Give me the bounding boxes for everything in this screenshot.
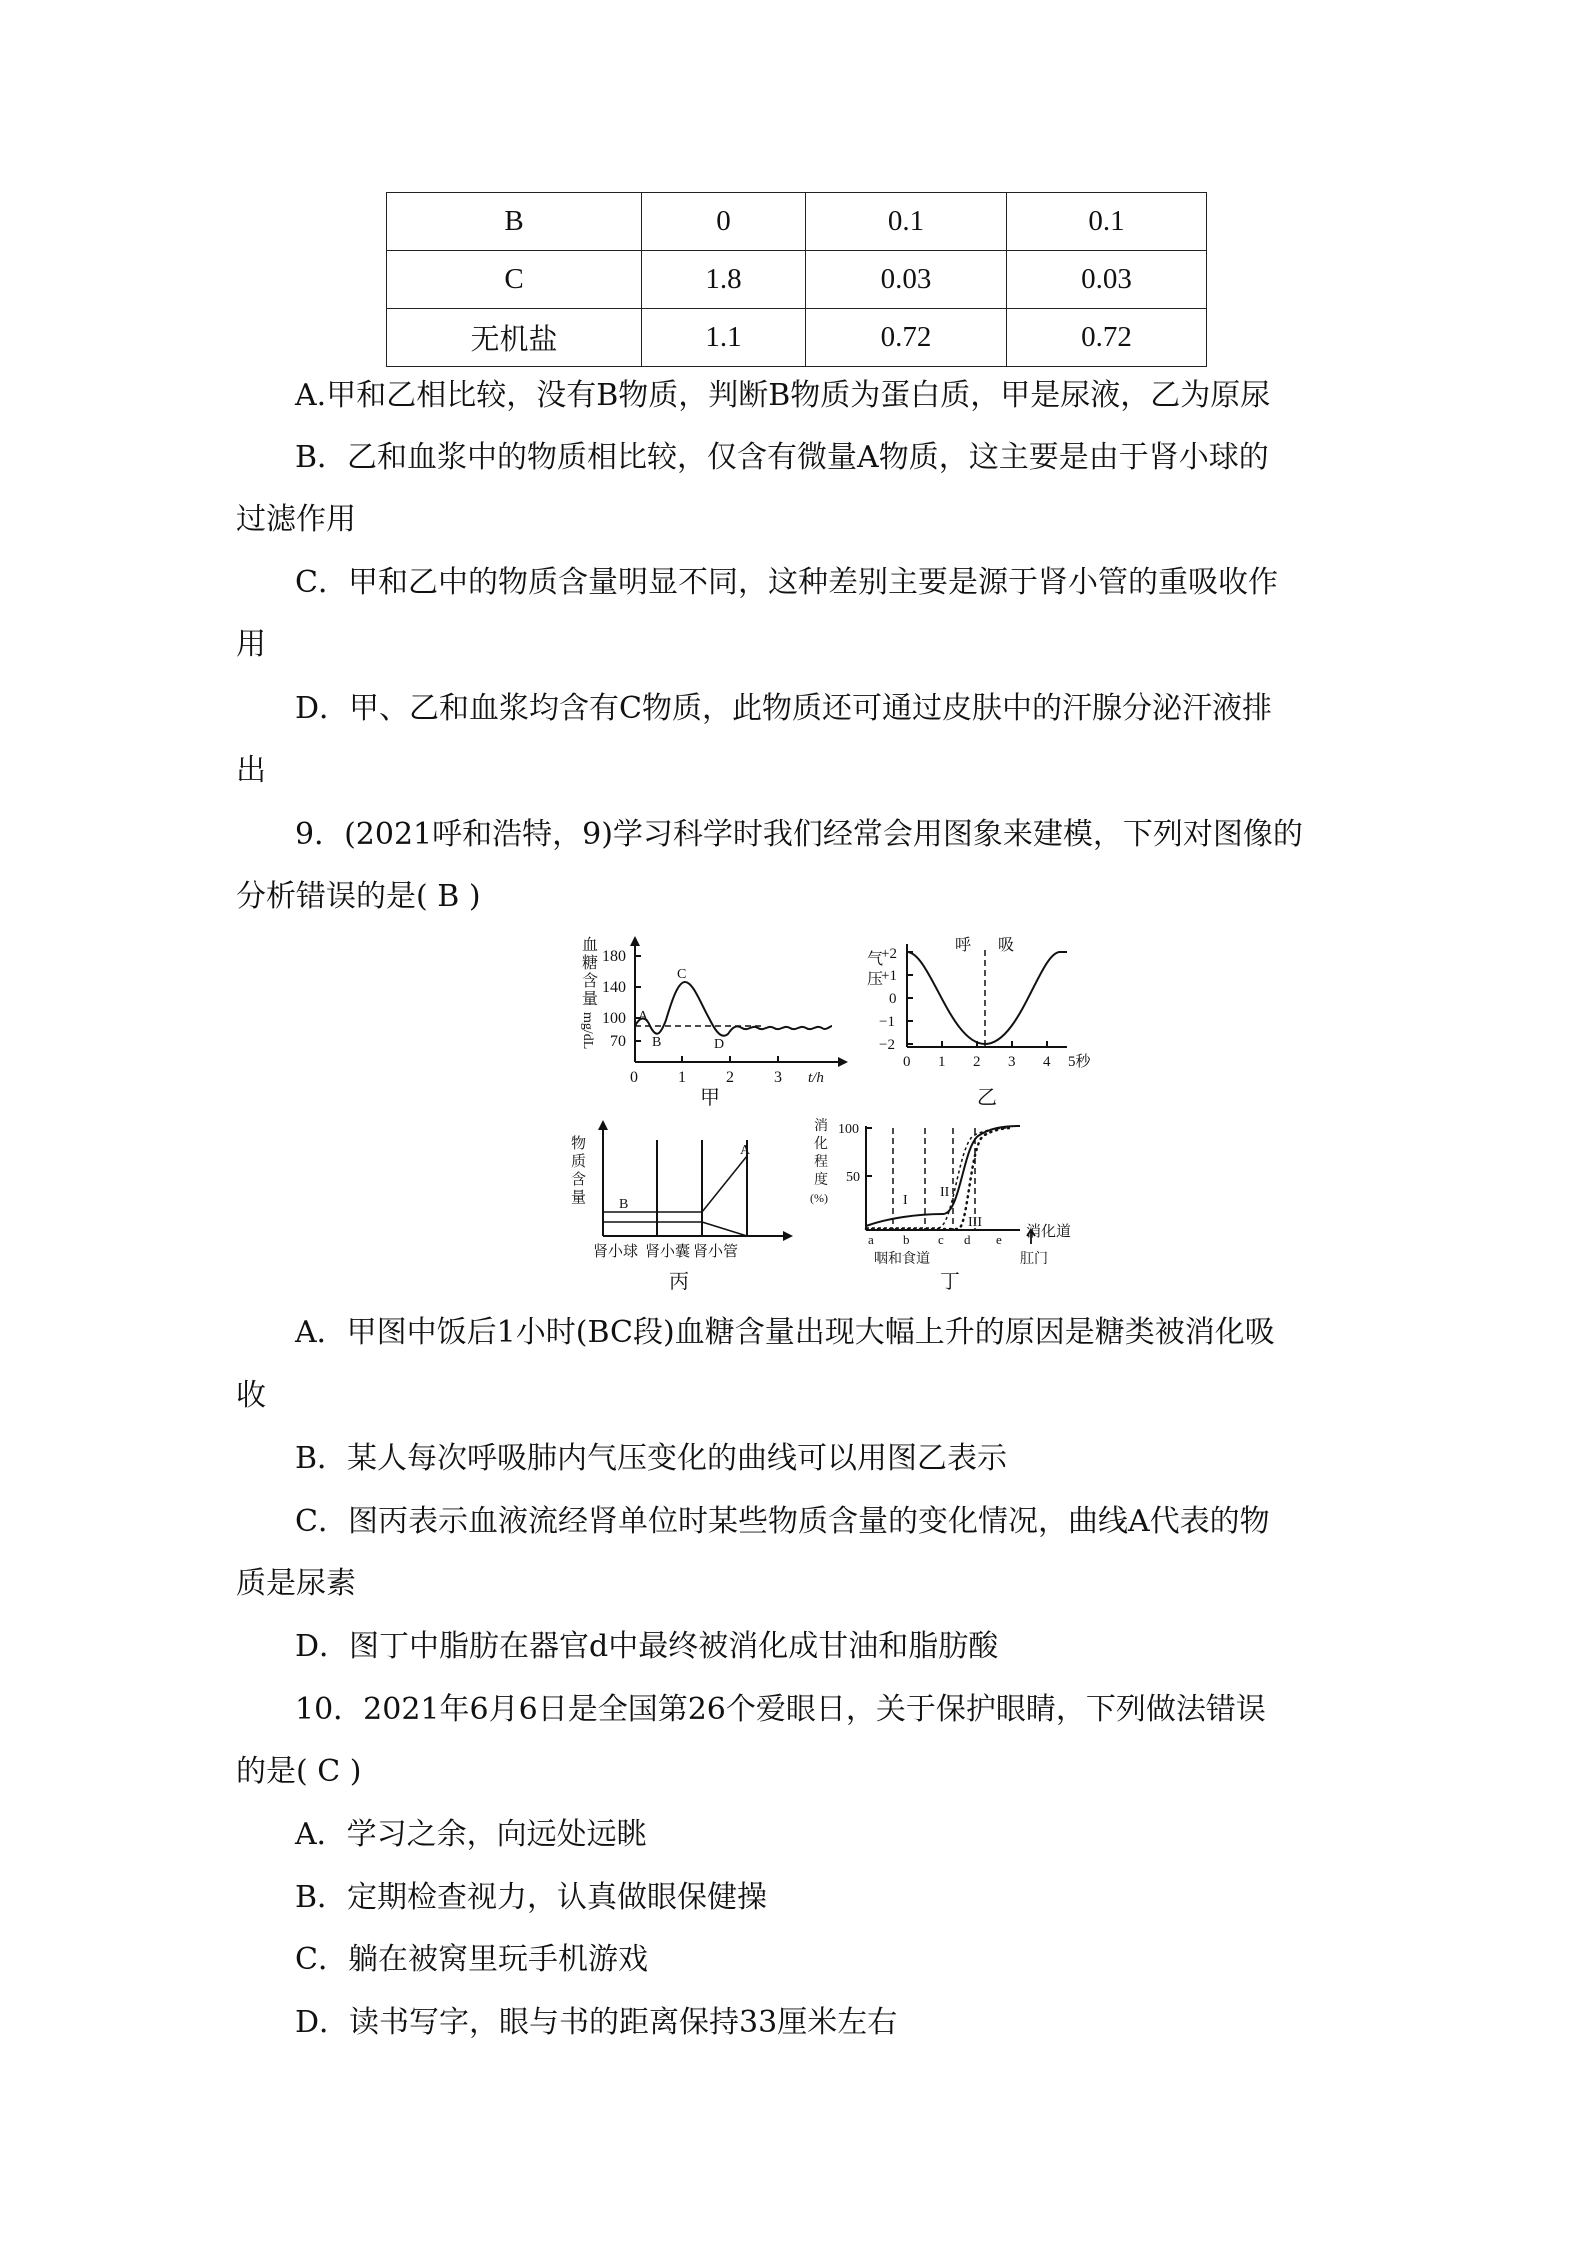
bing-xlabel-3: 肾小管 xyxy=(693,1244,739,1260)
table-cell: 0.1 xyxy=(1007,193,1207,251)
jia-ylabel-1: 血 xyxy=(582,937,599,954)
ding-curve-2: II xyxy=(940,1185,950,1200)
jia-yunit: mg/dL xyxy=(580,1012,595,1050)
q9-option-a: A．甲图中饭后1小时(BC段)血糖含量出现大幅上升的原因是糖类被消化吸 xyxy=(295,1315,1275,1350)
q8-option-a: A.甲和乙相比较，没有B物质，判断B物质为蛋白质，甲是尿液，乙为原尿 xyxy=(295,378,1271,413)
table-cell: 0.72 xyxy=(806,309,1007,367)
ding-curve-1: I xyxy=(903,1193,908,1208)
jia-ytick: 180 xyxy=(602,948,626,965)
table-cell: 0.1 xyxy=(806,193,1007,251)
q9-stem-cont: 分析错误的是( B ) xyxy=(236,879,481,914)
jia-xtick: 2 xyxy=(726,1069,734,1086)
bing-curve-a: A xyxy=(740,1143,751,1158)
q10-stem: 10．2021年6月6日是全国第26个爱眼日，关于保护眼睛，下列做法错误 xyxy=(295,1692,1266,1727)
bing-ylabel-2: 质 xyxy=(571,1154,587,1170)
ding-ylabel-2: 化 xyxy=(814,1137,828,1152)
figure-bing xyxy=(565,1108,805,1298)
jia-xlabel: t/h xyxy=(808,1070,824,1086)
bing-xlabel-2: 肾小囊 xyxy=(645,1244,691,1260)
jia-xtick: 1 xyxy=(678,1069,686,1086)
bing-ylabel-1: 物 xyxy=(571,1136,587,1152)
ding-ytick: 50 xyxy=(846,1170,860,1185)
ding-ylabel-1: 消 xyxy=(814,1119,828,1134)
yi-ytick: +2 xyxy=(881,946,897,962)
q8-option-c-cont: 用 xyxy=(236,627,266,662)
figure-ding xyxy=(808,1108,1088,1298)
ding-x-letter: d xyxy=(964,1232,971,1247)
jia-ytick: 140 xyxy=(602,979,626,996)
q8-option-d: D．甲、乙和血浆均含有C物质，此物质还可通过皮肤中的汗腺分泌汗液排 xyxy=(295,691,1273,726)
jia-ylabel-3: 含 xyxy=(582,973,599,990)
q9-stem: 9．(2021呼和浩特，9)学习科学时我们经常会用图象来建模，下列对图像的 xyxy=(295,817,1303,852)
ding-ytick: 100 xyxy=(838,1122,859,1137)
table-cell: 0.03 xyxy=(806,251,1007,309)
jia-ytick: 70 xyxy=(610,1033,626,1050)
ding-yunit: (%) xyxy=(810,1191,828,1205)
yi-xtick: 4 xyxy=(1043,1054,1051,1070)
q8-option-c: C．甲和乙中的物质含量明显不同，这种差别主要是源于肾小管的重吸收作 xyxy=(295,565,1278,600)
jia-caption: 甲 xyxy=(700,1087,720,1107)
ding-label-throat: 咽和食道 xyxy=(874,1252,930,1267)
ding-caption: 丁 xyxy=(940,1271,960,1293)
table-row xyxy=(387,193,1207,251)
yi-ytick: +1 xyxy=(881,968,897,984)
bing-ylabel-3: 含 xyxy=(571,1172,587,1188)
table-cell: B xyxy=(387,193,642,251)
yi-ytick: −2 xyxy=(879,1037,895,1053)
q9-option-d: D．图丁中脂肪在器官d中最终被消化成甘油和脂肪酸 xyxy=(295,1629,999,1664)
q9-option-a-cont: 收 xyxy=(236,1378,266,1413)
table-cell: 0.03 xyxy=(1007,251,1207,309)
yi-xtick: 3 xyxy=(1008,1054,1016,1070)
jia-ylabel-4: 量 xyxy=(582,991,599,1008)
q8-option-d-cont: 出 xyxy=(236,753,266,788)
q10-option-c: C．躺在被窝里玩手机游戏 xyxy=(295,1942,648,1977)
yi-ytick: 0 xyxy=(889,991,897,1007)
ding-ylabel-4: 度 xyxy=(814,1173,828,1188)
yi-xtick: 0 xyxy=(903,1054,911,1070)
yi-ylabel-1: 气 xyxy=(867,951,884,968)
q10-option-a: A．学习之余，向远处远眺 xyxy=(295,1817,647,1852)
table-row xyxy=(387,251,1207,309)
ding-x-letter: b xyxy=(903,1232,910,1247)
ding-x-letter: c xyxy=(938,1232,944,1247)
bing-ylabel-4: 量 xyxy=(571,1190,587,1206)
jia-xtick: 3 xyxy=(774,1069,782,1086)
yi-inhale-label: 呼 xyxy=(955,937,972,954)
yi-xtick: 1 xyxy=(938,1054,946,1070)
yi-caption: 乙 xyxy=(977,1087,997,1107)
table-cell: 0.72 xyxy=(1007,309,1207,367)
ding-label-anus: 肛门 xyxy=(1020,1252,1048,1267)
table-cell: 1.1 xyxy=(642,309,806,367)
table-cell: C xyxy=(387,251,642,309)
ding-xlabel: 消化道 xyxy=(1026,1224,1072,1240)
q10-option-d: D．读书写字，眼与书的距离保持33厘米左右 xyxy=(295,2005,898,2040)
ding-ylabel-3: 程 xyxy=(814,1155,828,1170)
jia-ytick: 100 xyxy=(602,1010,626,1027)
q10-stem-cont: 的是( C ) xyxy=(236,1754,362,1789)
q9-option-c: C．图丙表示血液流经肾单位时某些物质含量的变化情况，曲线A代表的物 xyxy=(295,1504,1270,1539)
yi-xtick-last: 5秒 xyxy=(1068,1054,1091,1070)
yi-ylabel-2: 压 xyxy=(867,971,884,988)
jia-xtick: 0 xyxy=(630,1069,638,1086)
ding-curve-3: III xyxy=(968,1215,982,1230)
jia-point-c: C xyxy=(677,967,687,982)
jia-ylabel-2: 糖 xyxy=(582,955,599,972)
data-table xyxy=(386,192,1207,367)
ding-x-letter: e xyxy=(996,1232,1002,1247)
q9-option-c-cont: 质是尿素 xyxy=(236,1566,356,1601)
jia-point-b: B xyxy=(652,1035,662,1050)
figure-jia xyxy=(560,932,850,1107)
q8-option-b: B．乙和血浆中的物质相比较，仅含有微量A物质，这主要是由于肾小球的 xyxy=(295,440,1269,475)
q8-option-b-cont: 过滤作用 xyxy=(236,502,356,537)
table-cell: 无机盐 xyxy=(387,309,642,367)
q10-option-b: B．定期检查视力，认真做眼保健操 xyxy=(295,1880,768,1915)
ding-x-letter: a xyxy=(868,1232,874,1247)
yi-xtick: 2 xyxy=(973,1054,981,1070)
table-cell: 0 xyxy=(642,193,806,251)
yi-exhale-label: 吸 xyxy=(998,937,1015,954)
table-row xyxy=(387,309,1207,367)
bing-curve-b: B xyxy=(619,1197,629,1212)
yi-ytick: −1 xyxy=(879,1014,895,1030)
q9-option-b: B．某人每次呼吸肺内气压变化的曲线可以用图乙表示 xyxy=(295,1441,1008,1476)
table-cell: 1.8 xyxy=(642,251,806,309)
jia-point-a: A xyxy=(638,1009,649,1024)
jia-point-d: D xyxy=(714,1037,725,1052)
figure-yi xyxy=(855,932,1110,1107)
bing-xlabel-1: 肾小球 xyxy=(593,1244,639,1260)
bing-caption: 丙 xyxy=(669,1271,689,1293)
